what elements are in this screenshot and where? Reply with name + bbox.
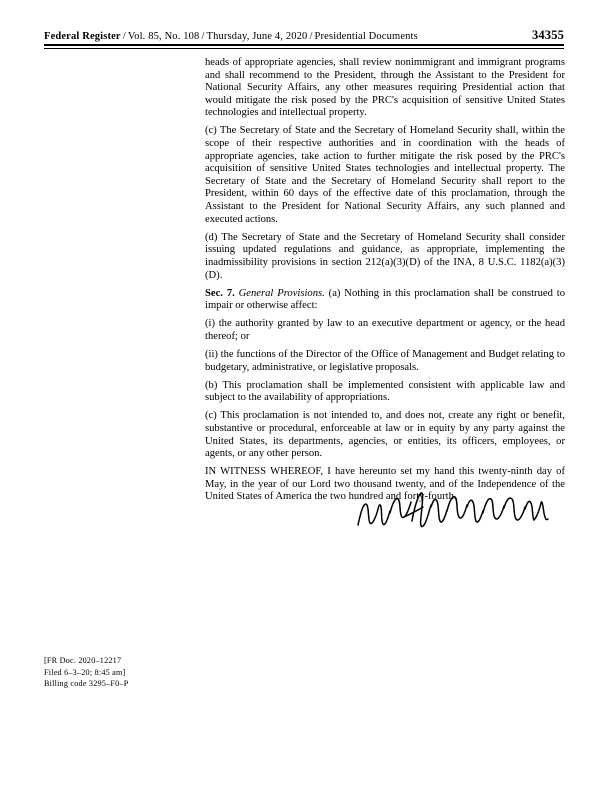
volume-issue: Vol. 85, No. 108 [127,31,200,42]
paragraph-i-section7: (i) the authority granted by law to an executive department or agency, or the head thereof; or [205,318,565,342]
section7-title: General Provisions. [238,287,325,299]
paragraph-witness-whereof: IN WITNESS WHEREOF, I have hereunto set my hand this twenty-ninth day of May, in the year of our Lord two thousand twenty, and of the Independence of the United States of America the two hundred and forty-fourth. [205,466,565,503]
head-separator-1: / [122,31,126,42]
section7-label: Sec. 7. [205,287,235,299]
section7-heading-paragraph [205,288,565,313]
header-rule-thick [44,44,564,46]
paragraph-c-section7: (c) This proclamation is not intended to, and does not, create any right or benefit, substantive or procedural, enforceable at law or in equity by any party against the United States, its departments, agencies, or entities, its officers, employees, or agents, or any other person. [205,410,565,460]
presidential-signature [355,487,555,547]
docket-billing-code: Billing code 3295–F0–P [44,679,129,689]
publication-title: Federal Register [44,31,121,42]
section-name: Presidential Documents [314,31,418,42]
head-separator-2: / [201,31,205,42]
paragraph-ii-section7: (ii) the functions of the Director of the Office of Management and Budget relating to budgetary, administrative, or legislative proposals. [205,348,565,373]
issue-date: Thursday, June 4, 2020 [206,31,308,42]
docket-doc-number: [FR Doc. 2020–12217 [44,656,122,665]
paragraph-d-section6: (d) The Secretary of State and the Secretary of Homeland Security shall consider issuing updated regulations and guidance, as appropriate, implementing the inadmissibility provisions in section 212(a)(3)(D) of the INA, 8 U.S.C. 1182(a)(3)(D). [205,231,565,281]
head-separator-3: / [309,31,313,42]
paragraph-c-section6: (c) The Secretary of State and the Secretary of Homeland Security shall, within the scope of their respective authorities and in coordination with the heads of appropriate agencies, take action to further mitigate the risk posed by the PRC's acquisition of sensitive United States technologies and intellectual property. The Secretary of State and the Secretary of Homeland Security shall report to the President, within 60 days of the effective date of this proclamation, through the Assistant to the President for National Security Affairs, any such planned and executed actions. [205,125,565,225]
section7-lead-text: (a) Nothing in this proclamation shall be construed to impair or otherwise affect: [205,287,565,312]
running-head [44,28,564,43]
page-number: 34355 [532,28,564,42]
docket-footer [44,655,128,690]
running-head-left [44,31,418,42]
docket-filed: Filed 6–3–20; 8:45 am] [44,667,126,677]
paragraph-b-section7: (b) This proclamation shall be implemented consistent with applicable law and subject to the availability of appropriations. [205,379,565,404]
paragraph-continuation: heads of appropriate agencies, shall review nonimmigrant and immigrant programs and shall recommend to the President, through the Assistant to the President for National Security Affairs, any other measures requiring Presidential action that would mitigate the risk posed by the PRC's acquisition of sensitive United States technologies and intellectual property. [205,57,565,119]
body-column [205,57,565,504]
header-rule-thin [44,48,564,49]
